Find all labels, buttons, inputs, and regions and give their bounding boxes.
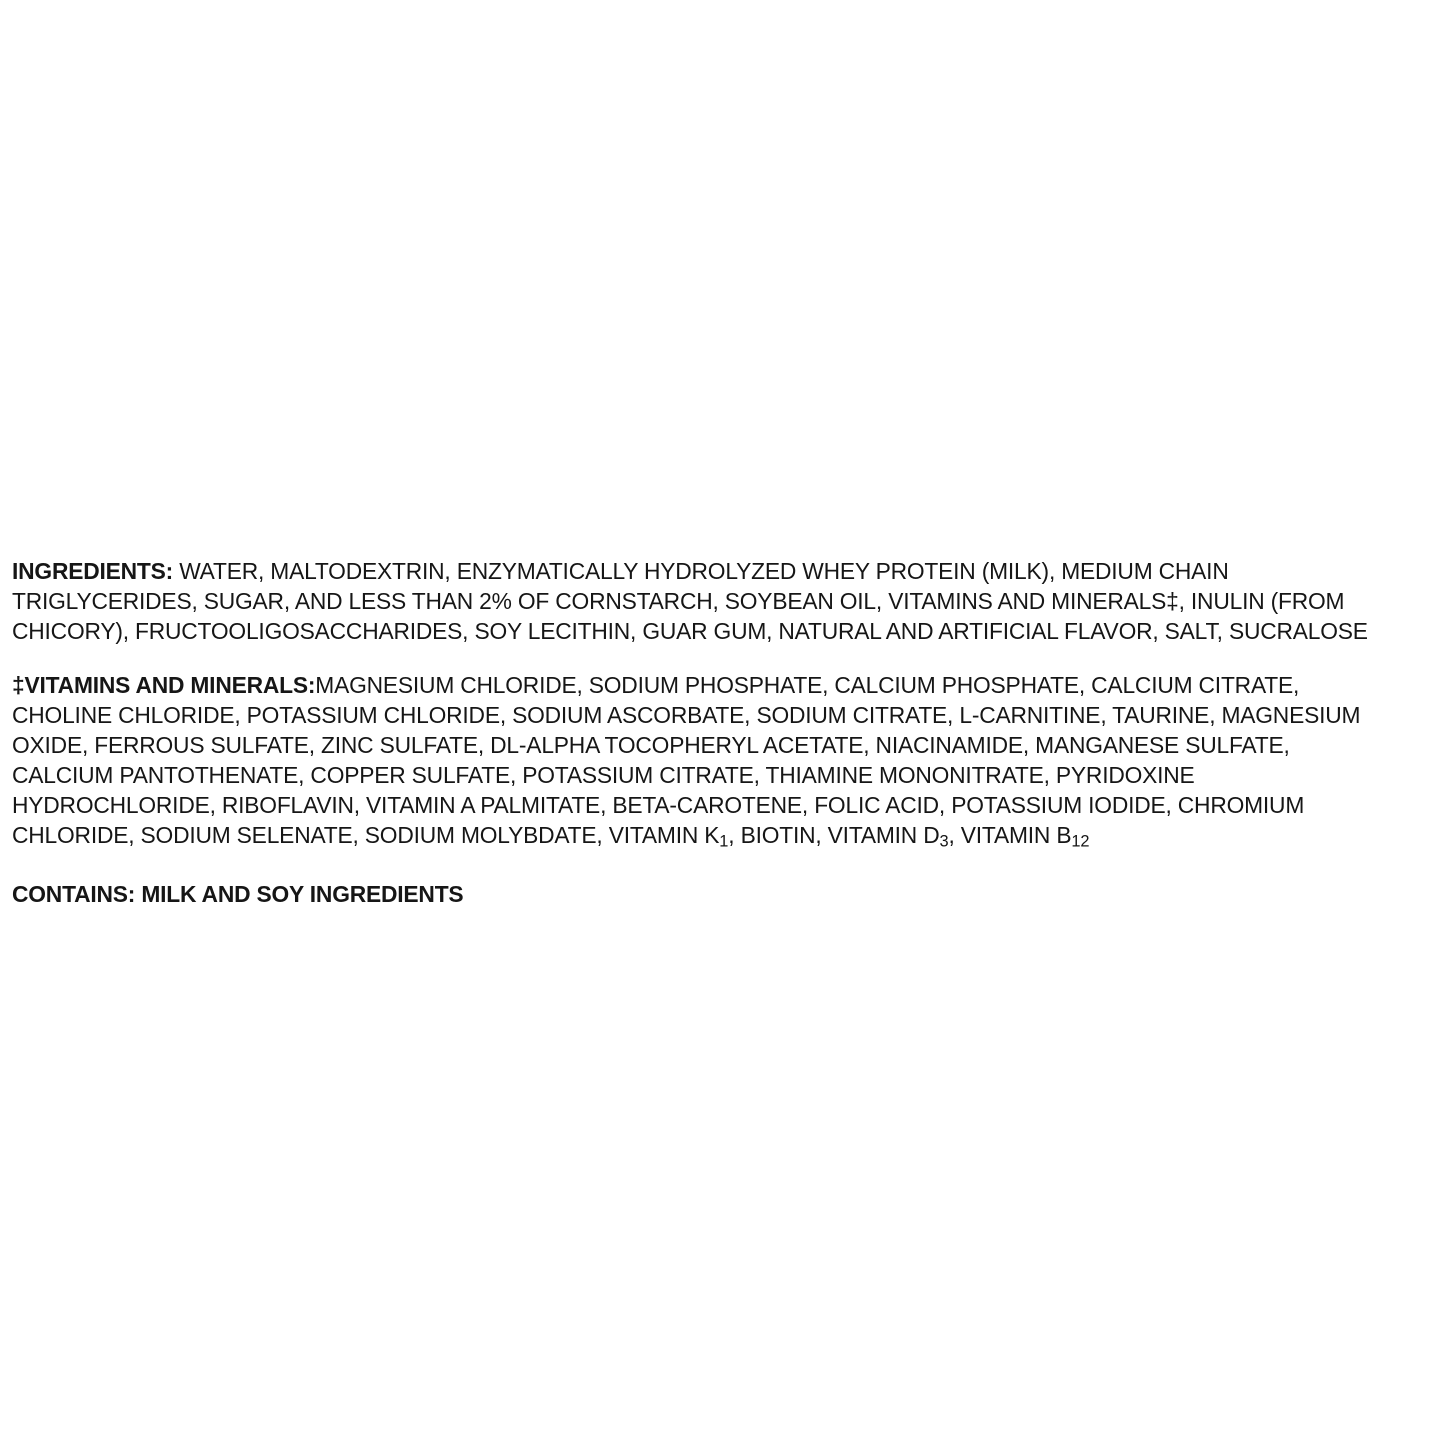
vitamins-minerals-body-part1: MAGNESIUM CHLORIDE, SODIUM PHOSPHATE, CALCIUM PHOSPHATE, CALCIUM CITRATE, CHOLINE CHLORIDE, POTASSIUM CHLORIDE, SODIUM ASCORBATE, SODIUM CITRATE, L-CARNITINE, TAURINE, MAGNESIUM OXIDE, FERROUS SULFATE, ZINC SULFATE, DL-ALPHA TOCOPHERYL ACETATE, NIACINAMIDE, MANGANESE SULFATE, CALCIUM PANTOTHENATE, COPPER SULFATE, POTASSIUM CITRATE, THIAMINE MONONITRATE, PYRIDOXINE HYDROCHLORIDE, RIBOFLAVIN, VITAMIN A PALMITATE, BETA-CAROTENE, FOLIC ACID, POTASSIUM IODIDE, CHROMIUM CHLORIDE, SODIUM SELENATE, SODIUM MOLYBDATE, VITAMIN K	[12, 672, 1361, 848]
vitamin-k-subscript: 1	[719, 831, 729, 851]
vitamins-minerals-section	[12, 670, 1393, 857]
label-text-content	[12, 556, 1436, 909]
ingredients-body: WATER, MALTODEXTRIN, ENZYMATICALLY HYDROLYZED WHEY PROTEIN (MILK), MEDIUM CHAIN TRIGLYCERIDES, SUGAR, AND LESS THAN 2% OF CORNSTARCH, SOYBEAN OIL, VITAMINS AND MINERALS‡, INULIN (FROM CHICORY), FRUCTOOLIGOSACCHARIDES, SOY LECITHIN, GUAR GUM, NATURAL AND ARTIFICIAL FLAVOR, SALT, SUCRALOSE	[12, 558, 1368, 644]
vitamins-minerals-heading: ‡VITAMINS AND MINERALS:	[12, 672, 316, 698]
vitamins-minerals-body-part3: , VITAMIN B	[948, 822, 1072, 848]
vitamins-minerals-body-part2: , BIOTIN, VITAMIN D	[728, 822, 940, 848]
ingredients-heading: INGREDIENTS:	[12, 558, 174, 584]
vitamin-d-subscript: 3	[939, 831, 949, 851]
vitamin-b-subscript: 12	[1071, 831, 1090, 851]
contains-allergen-statement: CONTAINS: MILK AND SOY INGREDIENTS	[12, 880, 464, 907]
ingredients-section	[12, 556, 1393, 646]
